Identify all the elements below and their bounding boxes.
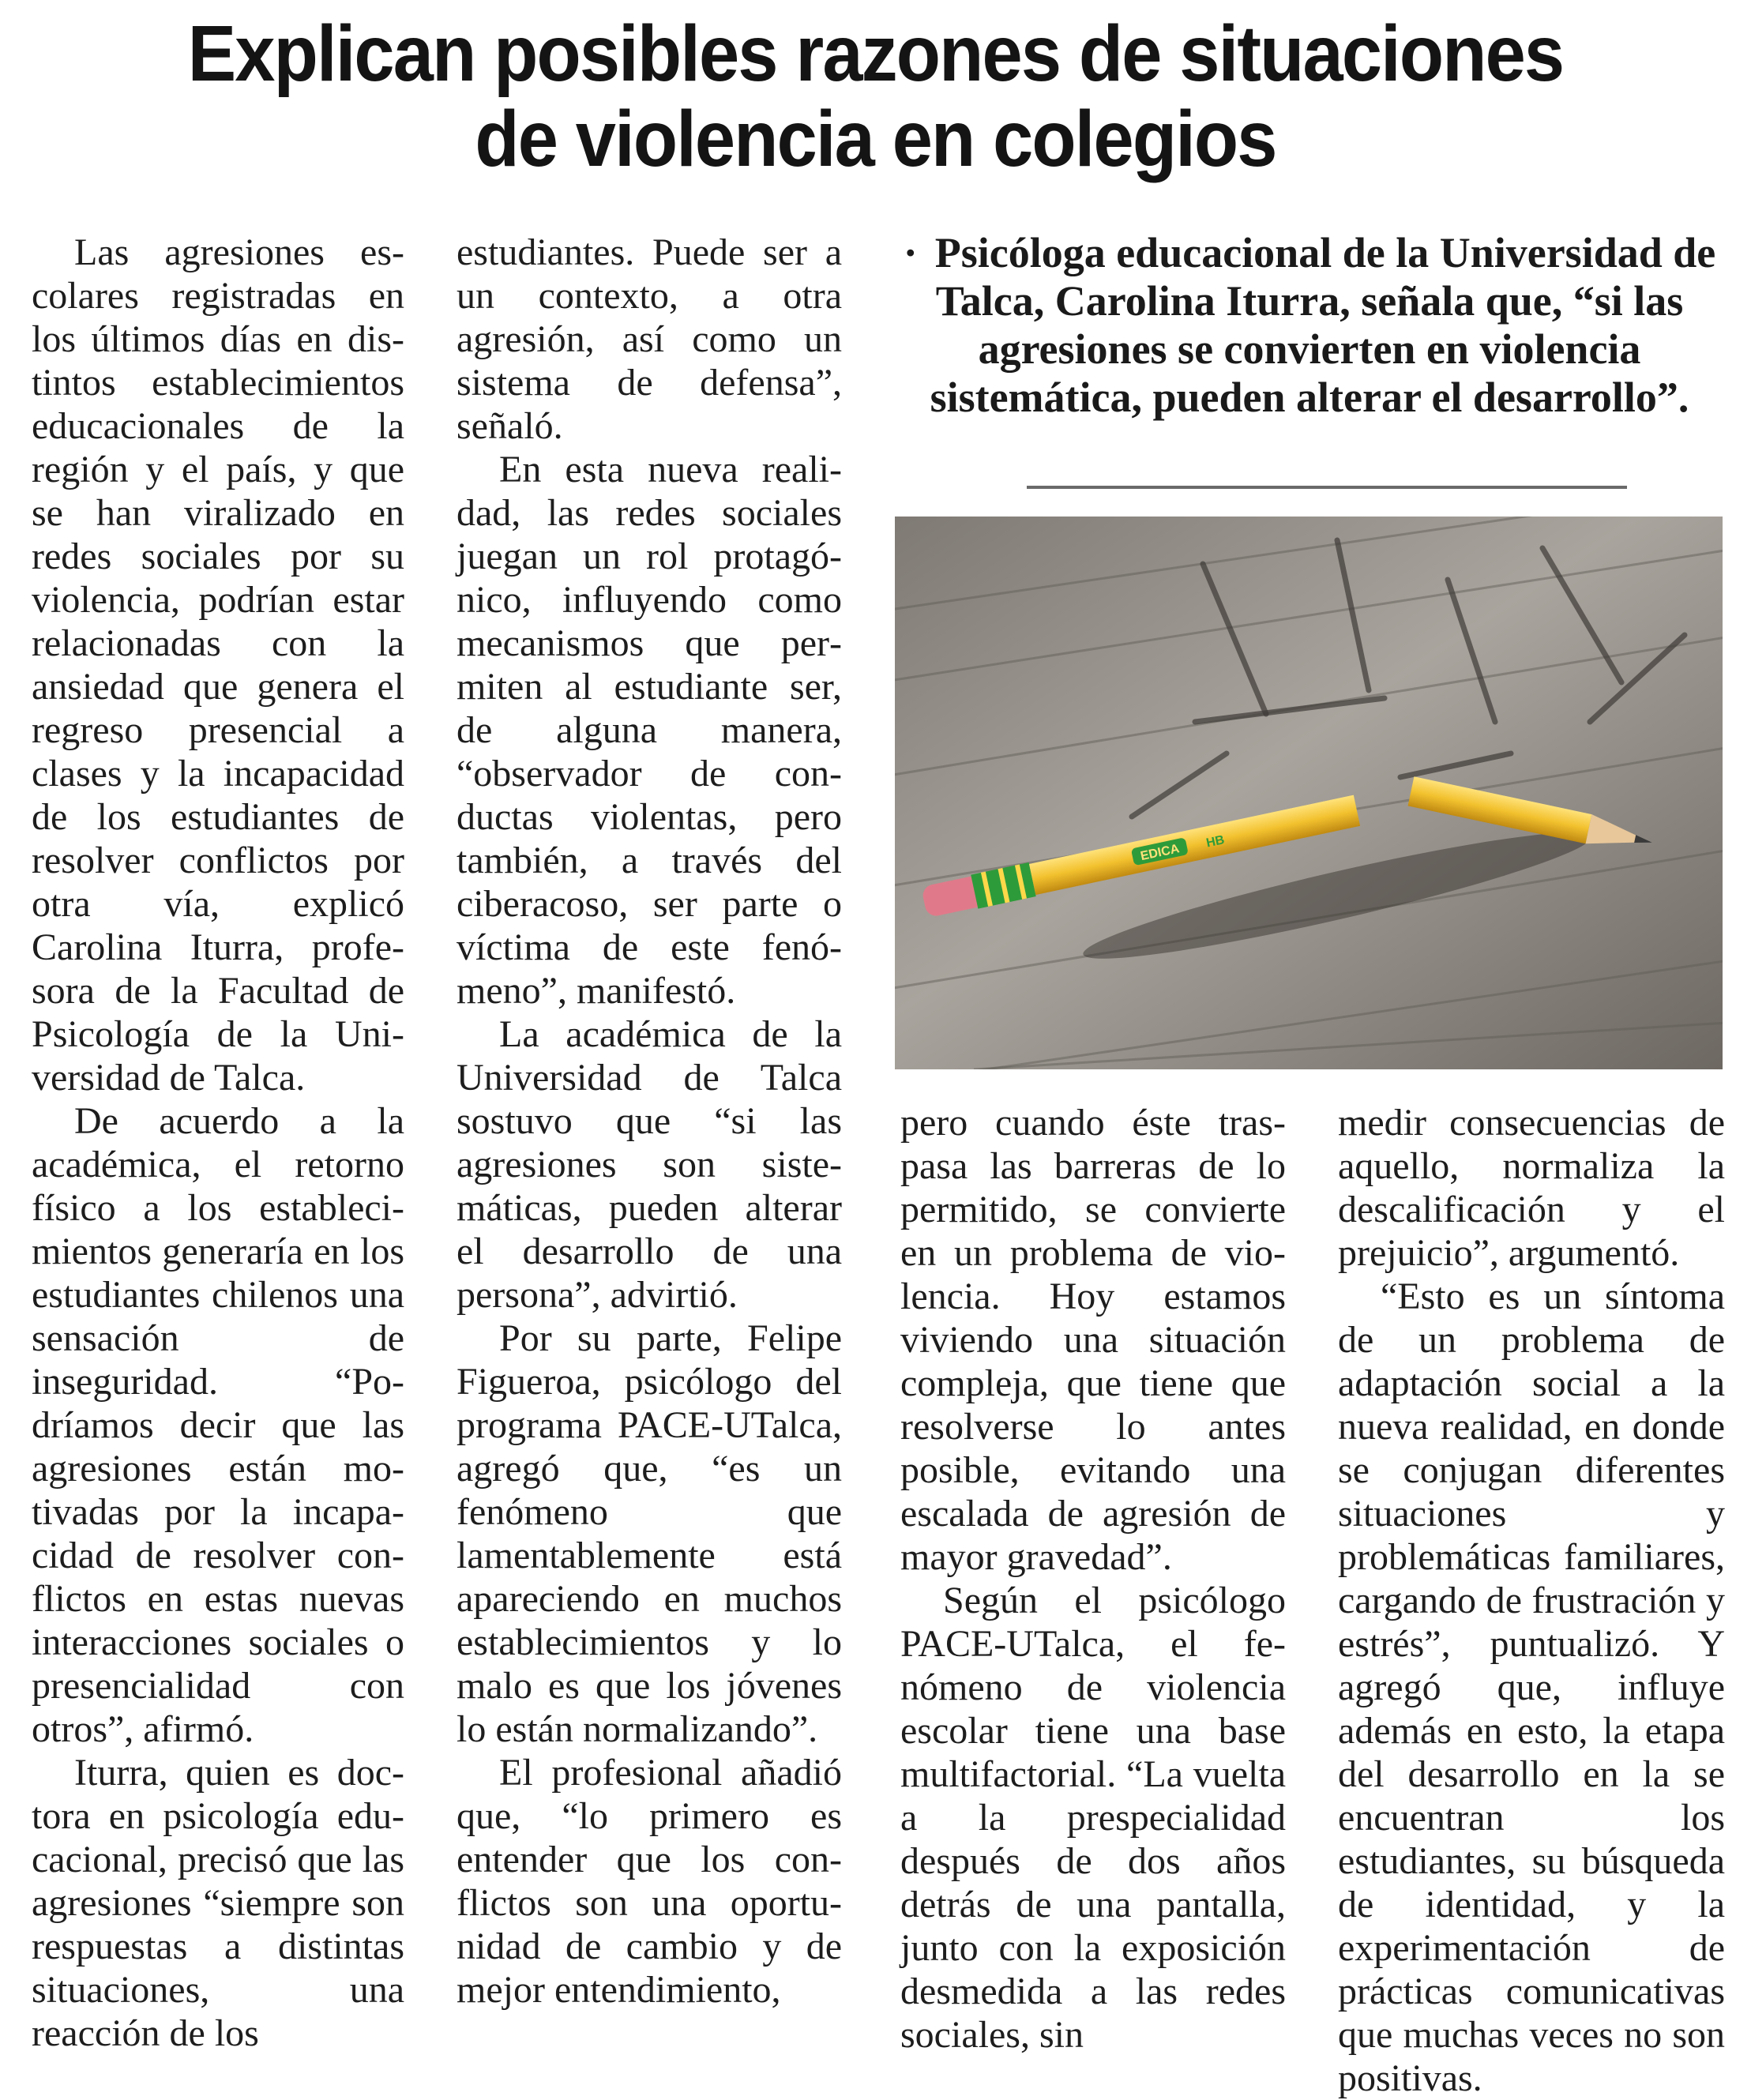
paragraph: La académica de la Universidad de Talca sostuvo que “si las agresiones son sistemáticas, pueden alterar el desarrollo de una persona”, advirtió. bbox=[457, 1013, 842, 1316]
paragraph: El profesional añadió que, “lo primero es entender que los conflictos son una oportunidad de cambio y de mejor entendimiento, bbox=[457, 1752, 842, 2011]
headline-line-1: Explican posibles razones de situaciones bbox=[187, 9, 1564, 98]
pencil-brand-text: EDICA bbox=[1139, 842, 1181, 864]
article-column-4 bbox=[1338, 1101, 1725, 2100]
paragraph: estudiantes. Puede ser a un contexto, a otra agresión, así como un sistema de defensa”, señaló. bbox=[457, 231, 842, 447]
deck-divider bbox=[1027, 486, 1627, 489]
deck-text: Psicóloga educacional de la Universidad de Talca, Carolina Iturra, señala que, “si las agresiones se convierten en violencia sistemática, pueden alterar el desarrollo”. bbox=[930, 229, 1716, 421]
deck-subheadline bbox=[891, 229, 1728, 422]
paragraph: pero cuando éste traspasa las barreras de lo permitido, se convierte en un problema de violencia. Hoy estamos viviendo una situación compleja, que tiene que resolverse lo antes posible, evitando una escalada de agresión de mayor gravedad”. bbox=[900, 1102, 1286, 1578]
paragraph: medir consecuencias de aquello, normaliza la descalificación y el prejuicio”, argumentó. bbox=[1338, 1102, 1725, 1274]
paragraph: “Esto es un síntoma de un problema de adaptación social a la nueva realidad, en donde se conjugan diferentes situaciones y problemáticas familiares, cargando de frustración y estrés”, puntualizó. Y agregó que, influye además en esto, la etapa del desarrollo en la se encuentran los estudiantes, su búsqueda de identidad, y la experimentación de prácticas comunicativas que muchas veces no son positivas. bbox=[1338, 1275, 1725, 2099]
article-column-1 bbox=[32, 231, 404, 2055]
paragraph: Según el psicólogo PACE-UTalca, el fenómeno de violencia escolar tiene una base multifactorial. “La vuelta a la prespecialidad después de dos años detrás de una pantalla, junto con la exposición desmedida a las redes sociales, sin bbox=[900, 1580, 1286, 2056]
paragraph: Iturra, quien es doctora en psicología educacional, precisó que las agresiones “siempre son respuestas a distintas situaciones, una reacción de los bbox=[32, 1752, 404, 2054]
article-column-3 bbox=[900, 1101, 1286, 2057]
paragraph: En esta nueva realidad, las redes sociales juegan un rol protagónico, influyendo como mecanismos que permiten al estudiante ser, de alguna manera, “observador de conductas violentas, pero también, a través del ciberacoso, ser parte o víctima de este fenómeno”, manifestó. bbox=[457, 449, 842, 1012]
broken-pencil-image bbox=[895, 517, 1723, 1069]
paragraph: Por su parte, Felipe Figueroa, psicólogo del programa PACE-UTalca, agregó que, “es un fenómeno que lamentablemente está apareciendo en muchos establecimientos y lo malo es que los jóvenes lo están normalizando”. bbox=[457, 1317, 842, 1750]
article-photo bbox=[895, 517, 1723, 1069]
bullet-icon: · bbox=[903, 229, 918, 276]
pencil-grade-text: HB bbox=[1204, 833, 1226, 851]
paragraph: Las agresiones escolares registradas en los últimos días en distintos establecimientos educacionales de la región y el país, y que se han viralizado en redes sociales por su violencia, podrían estar relacionadas con la ansiedad que genera el regreso presencial a clases y la incapacidad de los estudiantes de resolver conflictos por otra vía, explicó Carolina Iturra, profesora de la Facultad de Psicología de la Universidad de Talca. bbox=[32, 231, 404, 1099]
article-column-2 bbox=[457, 231, 842, 2012]
headline-line-2: de violencia en colegios bbox=[475, 95, 1276, 183]
paragraph: De acuerdo a la académica, el retorno físico a los establecimientos generaría en los estudiantes chilenos una sensación de inseguridad. “Podríamos decir que las agresiones están motivadas por la incapacidad de resolver conflictos en estas nuevas interacciones sociales o presencialidad con otros”, afirmó. bbox=[32, 1100, 404, 1750]
headline bbox=[70, 11, 1681, 182]
